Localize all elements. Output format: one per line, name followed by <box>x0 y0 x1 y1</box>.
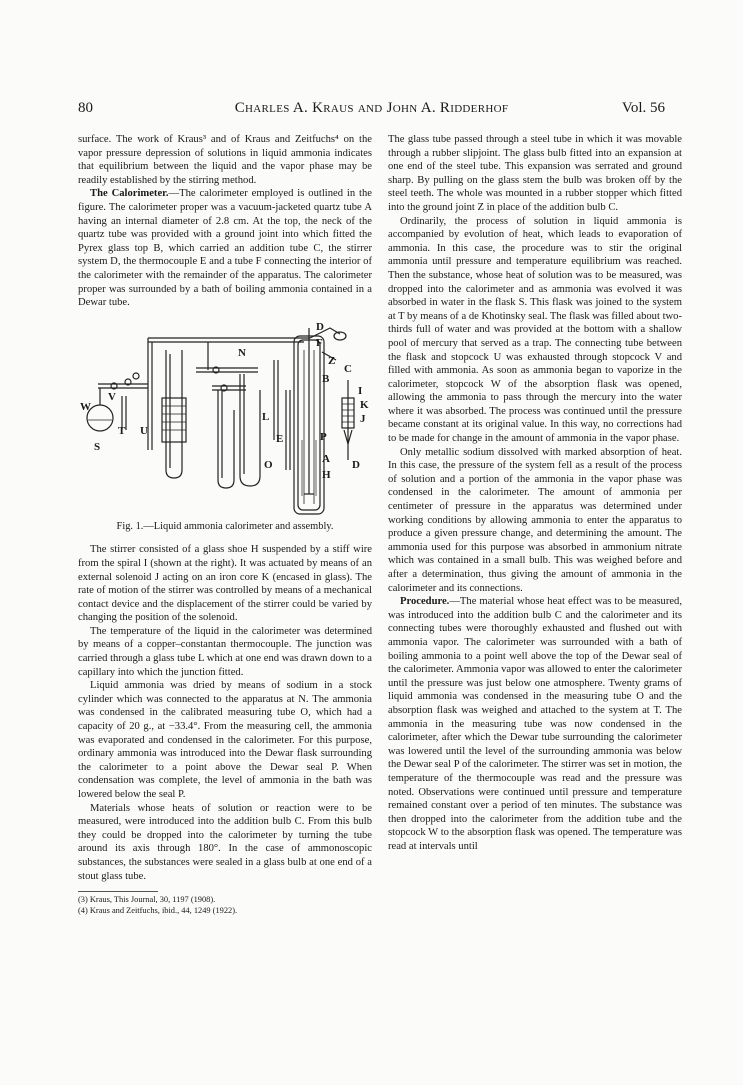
figure-label: F <box>316 336 323 349</box>
figure-label: W <box>80 400 91 413</box>
figure-label: T <box>118 424 126 437</box>
figure-label: P <box>320 430 327 443</box>
paragraph <box>78 187 372 309</box>
section-heading: The Calorimeter. <box>90 188 169 200</box>
figure-label: B <box>322 372 330 385</box>
figure-label: O <box>264 458 273 471</box>
figure-label: N <box>238 346 246 359</box>
figure-label: V <box>108 390 116 403</box>
section-heading: Procedure. <box>400 596 450 608</box>
paragraph: Ordinarily, the process of solution in liquid ammonia is accompanied by evolution of heat, which leads to evaporation of ammonia. In this case, the procedure was to stir the original ammonia until pressure and temperature equilibrium was reached. Then the substance, whose heat of solution was to be measured, was dropped into the calorimeter and as ammonia was evolved it was absorbed in water in the flask S. This flask was joined to the system at T by means of a de Khotinsky seal. The flask was filled about two-thirds full of water and was provided at the bottom with a shallow pool of mercury that served as a trap. The connecting tube between the flask and stopcock U was exhausted through stopcock V and filled with ammonia. As soon as ammonia began to vaporize in the calorimeter, stopcock W of the absorption flask was opened, allowing the ammonia to pass through the mercury into the water where it was absorbed. The process was continued until the pressure became constant at its original value. In this way, no corrections had to be made for change in the amount of ammonia in the vapor phase. <box>388 215 682 445</box>
paragraph <box>388 595 682 853</box>
apparatus-figure <box>78 320 372 516</box>
footnote: (4) Kraus and Zeitfuchs, ibid., 44, 1249 (1922). <box>78 906 238 916</box>
paragraph: Liquid ammonia was dried by means of sodium in a stock cylinder which was connected to the apparatus at N. The ammonia was condensed in the calibrated measuring tube O, which had a capacity of 20 g., at −33.4°. From the measuring cell, the ammonia was evaporated and condensed in the calorimeter. For this purpose, ordinary ammonia was introduced into the Dewar flask surrounding the calorimeter to a point above the Dewar seal P. When condensation was complete, the level of ammonia in the bath was lowered below the seal P. <box>78 680 372 800</box>
paragraph: The glass tube passed through a steel tube in which it was movable through a rubber slipjoint. The glass bulb fitted into an expansion at one end of the steel tube. This expansion was serrated and ground sharp. By pulling on the glass stem the bulb was broken off by the steel teeth. The whole was mounted in a rubber stopper which fitted into the ground joint Z in place of the addition bulb C. <box>388 134 682 213</box>
volume-label: Vol. 56 <box>621 100 665 116</box>
paragraph-text: —The material whose heat effect was to be measured, was introduced into the addition bulb C and the calorimeter and its connecting tubes were thoroughly exhausted and flushed out with ammonia vapor. The calorimeter was surrounded with a bath of boiling ammonia to a point well above the top of the Dewar seal of the calorimeter. Ammonia vapor was allowed to enter the calorimeter until the pressure was just below one atmosphere. Twenty grams of liquid ammonia was condensed in the measuring tube O and the absorption flask was weighed and attached to the system at T. The ammonia in the measuring tube was now condensed in the calorimeter, after which the Dewar tube surrounding the calorimeter was lowered until the level of the surrounding ammonia was below the Dewar seal P of the calorimeter. The stirrer was set in motion, the temperature of the thermocouple was read and the pressure was noted. Observations were continued until pressure and temperature remained constant over a period of ten minutes. The substance was then dropped into the calorimeter from the addition tube and the stopcock W to the absorption flask was opened. The temperature was read at intervals until <box>388 596 682 852</box>
figure-label: S <box>94 440 101 453</box>
paragraph: surface. The work of Kraus³ and of Kraus and Zeitfuchs⁴ on the vapor pressure depression of solutions in liquid ammonia indicates that equilibrium between the liquid and the vapor phase may be readily established by the stirring method. <box>78 134 372 186</box>
paragraph: Only metallic sodium dissolved with marked absorption of heat. In this case, the pressure of the system fell as a result of the process of solution and a portion of the ammonia in the vapor phase was condensed in the calorimeter. The amount of ammonia per centimeter of pressure in the apparatus was determined under working conditions by allowing ammonia to enter the apparatus to produce a given pressure change, and determining the amount. The ammonia used for this purpose was absorbed in ammonium nitrate which was contained in a small bulb. This was weighed before and after a determination, thus giving the amount of ammonia in the calorimeter and its connections. <box>388 446 682 594</box>
running-title: Charles A. Kraus and John A. Ridderhof <box>234 100 509 116</box>
figure-label: D <box>352 458 360 471</box>
figure-label: A <box>322 452 330 465</box>
footnote: (3) Kraus, This Journal, 30, 1197 (1908). <box>78 895 216 905</box>
paragraph: The temperature of the liquid in the calorimeter was determined by means of a copper–constantan thermocouple. The junction was carried through a glass tube L which at one end was drawn down to a capillary into which the junction fitted. <box>78 625 372 678</box>
figure-label: E <box>276 432 284 445</box>
paragraph: The stirrer consisted of a glass shoe H suspended by a stiff wire from the spiral I (shown at the right). It was actuated by means of an external solenoid J acting on an iron core K (encased in glass). The rate of motion of the stirrer was controlled by means of a mechanical contact device and the displacement of the stirrer could be varied by changing the position of the solenoid. <box>78 544 372 624</box>
right-column <box>388 133 682 853</box>
figure-caption: Fig. 1.—Liquid ammonia calorimeter and assembly. <box>116 520 334 532</box>
figure-label: H <box>322 468 331 481</box>
figure-label: D <box>316 320 324 333</box>
figure-label: K <box>360 398 369 411</box>
paragraph-text: —The calorimeter employed is outlined in the figure. The calorimeter proper was a vacuum-jacketed quartz tube A having an internal diameter of 2.8 cm. At the top, the neck of the quartz tube was provided with a ground joint into which fitted the Pyrex glass top B, which carried an addition tube C, the stirrer system D, the thermocouple E and a tube F connecting the interior of the calorimeter with the remainder of the apparatus. The calorimeter proper was surrounded by a bath of boiling ammonia contained in a Dewar tube. <box>78 188 372 309</box>
figure-label: U <box>140 424 148 437</box>
figure-label: I <box>358 384 363 397</box>
left-column <box>78 133 372 916</box>
figure-label: J <box>360 412 366 425</box>
figure-label: L <box>262 410 270 423</box>
paragraph: Materials whose heats of solution or reaction were to be measured, were introduced into the addition bulb C. From this bulb they could be dropped into the calorimeter by turning the tube around its axis through 180°. In the case of ammonoscopic substances, the substances were sealed in a glass bulb at one end of a stout glass tube. <box>78 802 372 882</box>
page-number: 80 <box>78 100 93 116</box>
figure-label: C <box>344 362 352 375</box>
apparatus-drawing <box>78 320 372 516</box>
figure-label: Z <box>328 354 336 367</box>
